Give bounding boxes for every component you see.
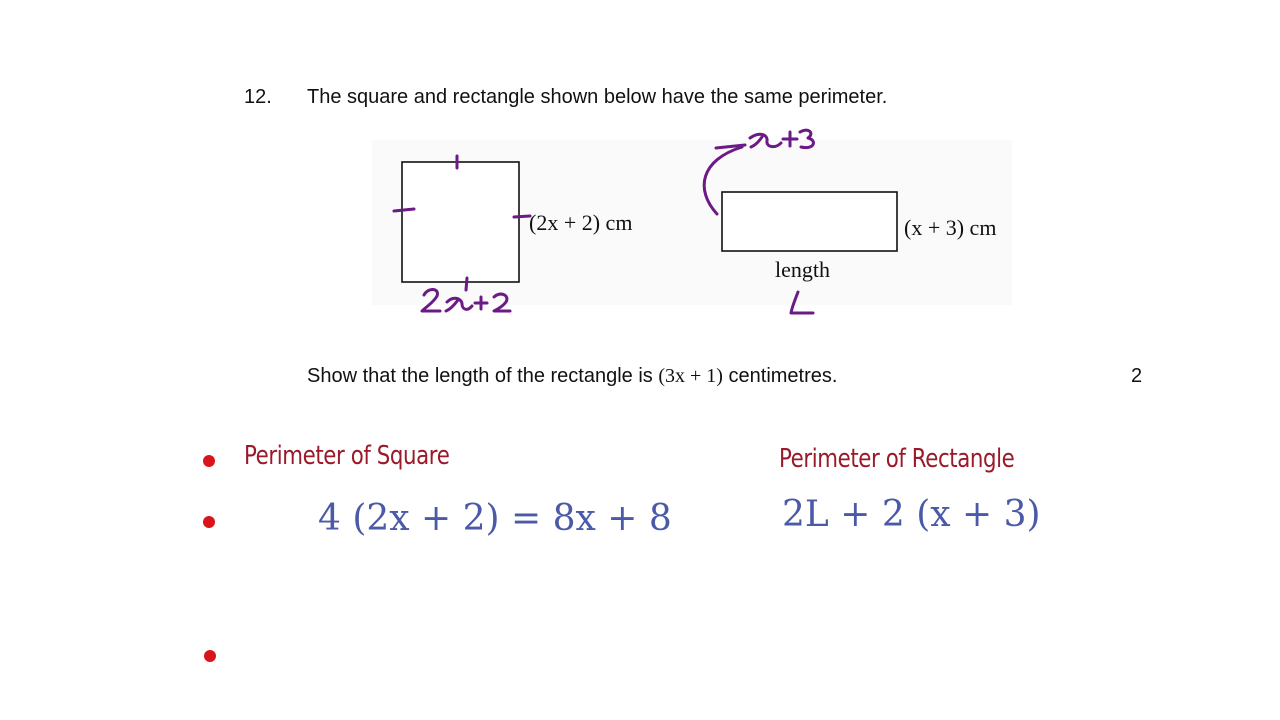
square-shape <box>402 162 519 282</box>
rectangle-length-label: length <box>775 257 830 282</box>
rectangle-shape <box>722 192 897 251</box>
square-perimeter-heading: Perimeter of Square <box>244 441 450 471</box>
rectangle-perimeter-formula: 2L + 2 (x + 3) <box>782 494 1041 535</box>
square-side-label: (2x + 2) cm <box>529 210 633 235</box>
marks-value: 2 <box>1131 365 1143 387</box>
task-text-before: Show that the length of the rectangle is <box>307 365 653 387</box>
bullet-2 <box>203 516 215 528</box>
rectangle-perimeter-heading: Perimeter of Rectangle <box>779 444 1015 474</box>
square-perimeter-formula: 4 (2x + 2) = 8x + 8 <box>318 498 672 539</box>
question-text: The square and rectangle shown below have the same perimeter. <box>307 86 888 108</box>
rectangle-height-label: (x + 3) cm <box>904 215 997 240</box>
task-text <box>307 365 837 388</box>
task-expression: (3x + 1) <box>658 365 723 387</box>
question-number: 12. <box>244 86 272 108</box>
bullet-1 <box>203 455 215 467</box>
task-text-after: centimetres. <box>728 365 838 387</box>
bullet-3 <box>204 650 216 662</box>
